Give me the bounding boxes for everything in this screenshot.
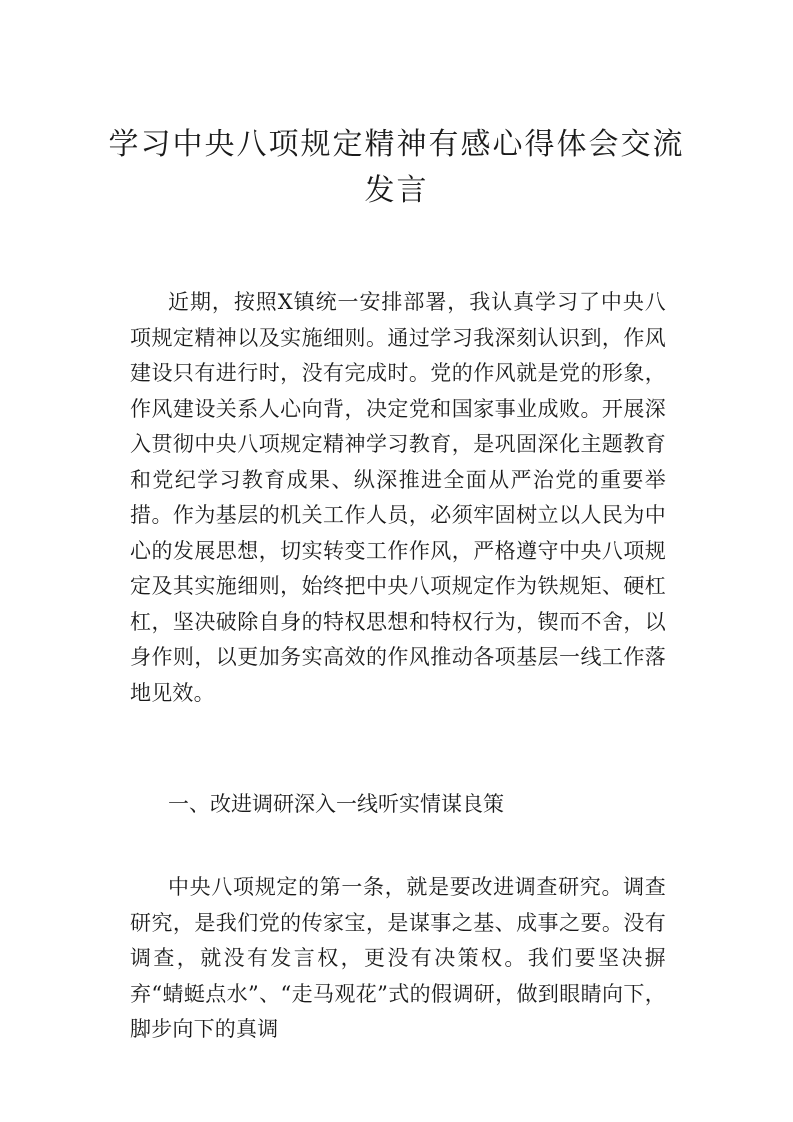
body-paragraph-intro: 近期，按照X镇统一安排部署，我认真学习了中央八项规定精神以及实施细则。通过学习我深刻认识到，作风建设只有进行时，没有完成时。党的作风就是党的形象，作风建设关系人心向背，决定党和国家事业成败。开展深入贯彻中央八项规定精神学习教育，是巩固深化主题教育和党纪学习教育成果、纵深推进全面从严治党的重要举措。作为基层的机关工作人员，必须牢固树立以人民为中心的发展思想，切实转变工作作风，严格遵守中央八项规定及其实施细则，始终把中央八项规定作为铁规矩、硬杠杠，坚决破除自身的特权思想和特权行为，锲而不舍，以身作则，以更加务实高效的作风推动各项基层一线工作落地见效。	[130, 290, 666, 705]
body-paragraph-section-one: 中央八项规定的第一条，就是要改进调查研究。调查研究，是我们党的传家宝，是谋事之基、成事之要。没有调查，就没有发言权，更没有决策权。我们要坚决摒弃“蜻蜓点水”、“走马观花”式的假调研，做到眼睛向下，脚步向下的真调	[130, 875, 666, 1041]
document-title: 学习中央八项规定精神有感心得体会交流发言	[108, 127, 685, 208]
section-heading: 一、改进调研深入一线听实情谋良策	[168, 792, 504, 816]
